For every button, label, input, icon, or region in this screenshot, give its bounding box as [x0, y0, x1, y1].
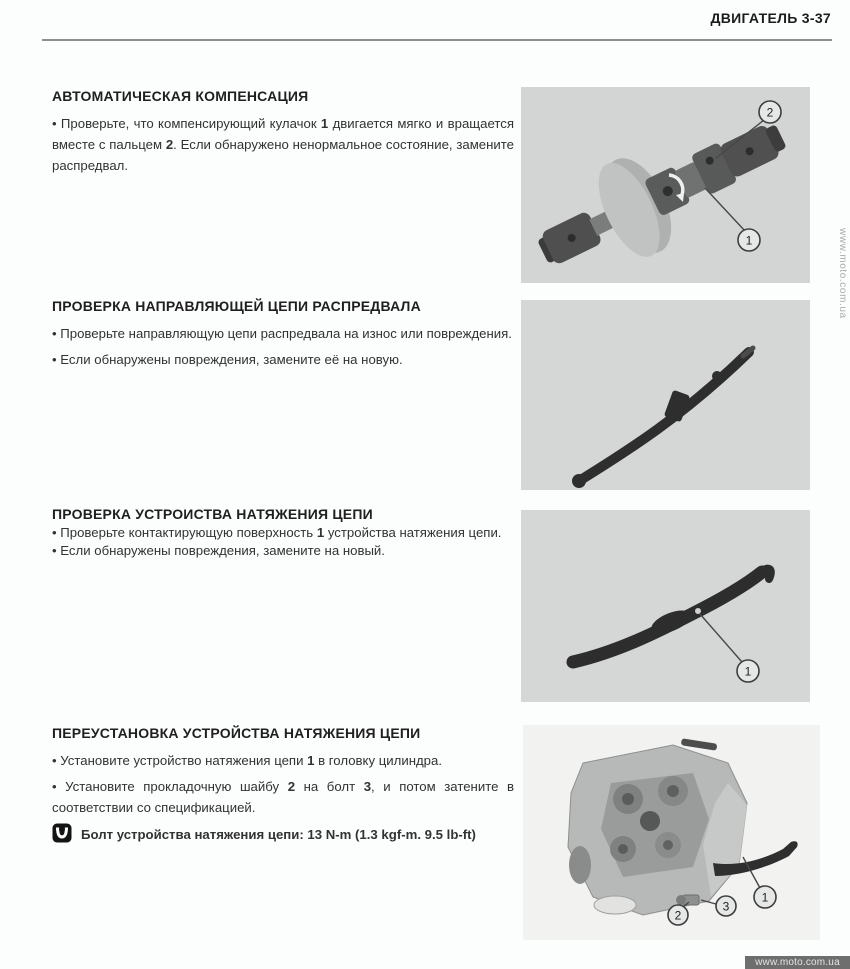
callout-label: 2 — [766, 105, 774, 120]
valve-stem — [618, 844, 628, 854]
text-segment: в головку цилиндра. — [314, 753, 443, 768]
ref-number: 1 — [320, 116, 329, 131]
figure-cylinder-head — [523, 725, 820, 940]
valve-stem — [667, 785, 679, 797]
torque-wrench-icon — [52, 823, 72, 849]
callout-label: 1 — [745, 233, 753, 248]
text-segment: на болт — [295, 779, 364, 794]
bullet-text — [52, 349, 514, 370]
guide-bump — [712, 371, 722, 381]
footer-watermark: www.moto.com.ua — [745, 956, 850, 969]
text-segment: двигается мягко и вращается вместе с пальцем — [52, 116, 514, 152]
figure-tension-blade — [521, 510, 810, 702]
page-header-title: ДВИГАТЕЛЬ 3-37 — [710, 10, 831, 26]
text-segment: • Проверьте контактирующую поверхность — [52, 525, 317, 540]
bolt-washer — [676, 895, 686, 905]
center-bore — [640, 811, 660, 831]
bullet-text — [52, 113, 514, 176]
bullet-text — [52, 525, 514, 542]
bullet-text — [52, 776, 514, 818]
valve-stem — [663, 840, 673, 850]
section-title: ПРОВЕРКА УСТРОИСТВА НАТЯЖЕНИЯ ЦЕПИ — [52, 506, 373, 522]
ref-number: 1 — [307, 753, 315, 768]
camshaft-photo — [521, 87, 810, 283]
figure-camshaft — [521, 87, 810, 283]
ref-number: 2 — [165, 137, 174, 152]
ref-number: 2 — [287, 779, 296, 794]
section-title: ПРОВЕРКА НАПРАВЛЯЮЩЕЙ ЦЕПИ РАСПРЕДВАЛА — [52, 298, 421, 314]
text-segment: , и потом затените в соответствии со спецификацией. — [52, 779, 514, 815]
torque-spec-note — [52, 823, 514, 849]
text-segment: . Если обнаружено ненормальное состояние, замените распредвал. — [52, 137, 514, 173]
text-segment: • Установите устройство натяжения цепи — [52, 753, 308, 768]
text-segment: • Проверьте направляющую цепи распредвала на износ или повреждения. — [52, 326, 512, 341]
callout-label: 3 — [722, 899, 730, 914]
guide-foot — [572, 474, 586, 488]
chain-tension-blade-photo — [521, 510, 810, 702]
intake-port — [594, 896, 636, 914]
blade-pivot-dot — [695, 608, 701, 614]
text-segment: • Если обнаружены повреждения, замените её на новую. — [52, 352, 403, 367]
ref-number: 1 — [316, 525, 325, 540]
callout-label: 2 — [674, 908, 682, 923]
side-watermark: www.moto.com.ua — [837, 228, 848, 319]
section-title: ПЕРЕУСТАНОВКА УСТРОЙСТВА НАТЯЖЕНИЯ ЦЕПИ — [52, 725, 421, 741]
valve-stem — [622, 793, 634, 805]
section-title: АВТОМАТИЧЕСКАЯ КОМПЕНСАЦИЯ — [52, 88, 309, 104]
text-segment: устройства натяжения цепи. — [324, 525, 502, 540]
bullet-text — [52, 750, 514, 771]
ref-number: 3 — [363, 779, 372, 794]
callout-label: 1 — [744, 664, 752, 679]
text-segment: • Установите прокладочную шайбу — [52, 779, 288, 794]
section-tensioner-reinstall — [52, 725, 514, 849]
photo-background — [521, 300, 810, 490]
section-tensioner-check — [52, 506, 514, 559]
figure-cam-chain-guide — [521, 300, 810, 490]
bullet-text — [52, 543, 514, 560]
section-auto-compensation — [52, 88, 514, 176]
cylinder-head-photo — [523, 725, 820, 940]
head-left-shadow — [569, 846, 591, 884]
section-chain-guide-check — [52, 298, 514, 370]
torque-spec-text: Болт устройства натяжения цепи: 13 N-m (1.3 kgf-m. 9.5 lb-ft) — [81, 827, 476, 842]
bullet-text — [52, 323, 514, 344]
photo-background — [521, 510, 810, 702]
text-segment: • Если обнаружены повреждения, замените на новый. — [52, 542, 385, 558]
callout-label: 1 — [761, 890, 769, 905]
header-divider — [42, 39, 832, 41]
cam-chain-guide-photo — [521, 300, 810, 490]
text-segment: • Проверьте, что компенсирующий кулачок — [52, 116, 321, 131]
